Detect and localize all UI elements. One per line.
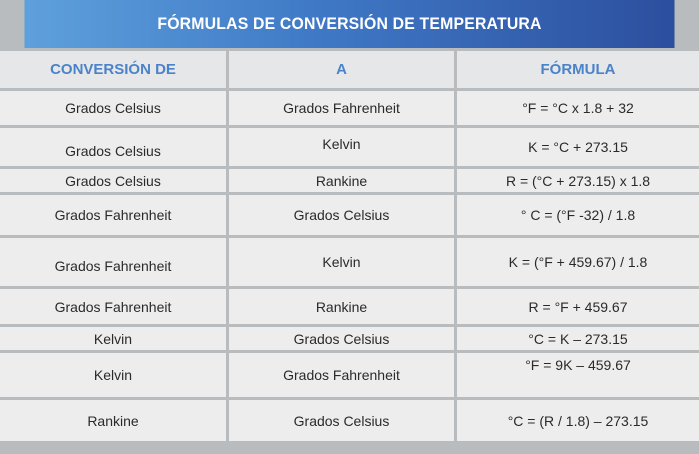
header-from: CONVERSIÓN DE (0, 51, 226, 88)
cell-to: Kelvin (229, 238, 454, 286)
header-to: A (229, 51, 454, 88)
cell-from: Grados Fahrenheit (0, 289, 226, 324)
cell-formula: °F = 9K – 459.67 (457, 353, 699, 397)
cell-to: Grados Fahrenheit (229, 353, 454, 397)
cell-formula: ° C = (°F -32) / 1.8 (457, 195, 699, 235)
cell-to: Kelvin (229, 128, 454, 166)
cell-formula: R = °F + 459.67 (457, 289, 699, 324)
cell-from: Rankine (0, 400, 226, 441)
table-row (0, 169, 699, 192)
cell-to: Grados Celsius (229, 195, 454, 235)
header-formula: FÓRMULA (457, 51, 699, 88)
cell-formula: °C = K – 273.15 (457, 327, 699, 350)
cell-from: Grados Fahrenheit (0, 195, 226, 235)
cell-to: Grados Celsius (229, 327, 454, 350)
cell-formula: K = (°F + 459.67) / 1.8 (457, 238, 699, 286)
cell-formula: K = °C + 273.15 (457, 128, 699, 166)
cell-to: Rankine (229, 169, 454, 192)
table-row (0, 128, 699, 166)
table-row (0, 400, 699, 441)
cell-from: Kelvin (0, 353, 226, 397)
cell-from: Grados Celsius (0, 128, 226, 166)
cell-from: Grados Fahrenheit (0, 238, 226, 286)
table-title (24, 0, 674, 48)
conversion-table (0, 48, 699, 444)
table-row (0, 91, 699, 125)
table-row (0, 289, 699, 324)
cell-from: Grados Celsius (0, 91, 226, 125)
cell-to: Grados Celsius (229, 400, 454, 441)
table-row (0, 353, 699, 397)
table-row (0, 327, 699, 350)
table-title-text: FÓRMULAS DE CONVERSIÓN DE TEMPERATURA (157, 14, 542, 33)
cell-to: Grados Fahrenheit (229, 91, 454, 125)
cell-formula: R = (°C + 273.15) x 1.8 (457, 169, 699, 192)
cell-from: Grados Celsius (0, 169, 226, 192)
cell-from: Kelvin (0, 327, 226, 350)
cell-formula: °F = °C x 1.8 + 32 (457, 91, 699, 125)
cell-formula: °C = (R / 1.8) – 273.15 (457, 400, 699, 441)
cell-to: Rankine (229, 289, 454, 324)
table-row (0, 195, 699, 235)
header-row (0, 51, 699, 88)
table-row (0, 238, 699, 286)
